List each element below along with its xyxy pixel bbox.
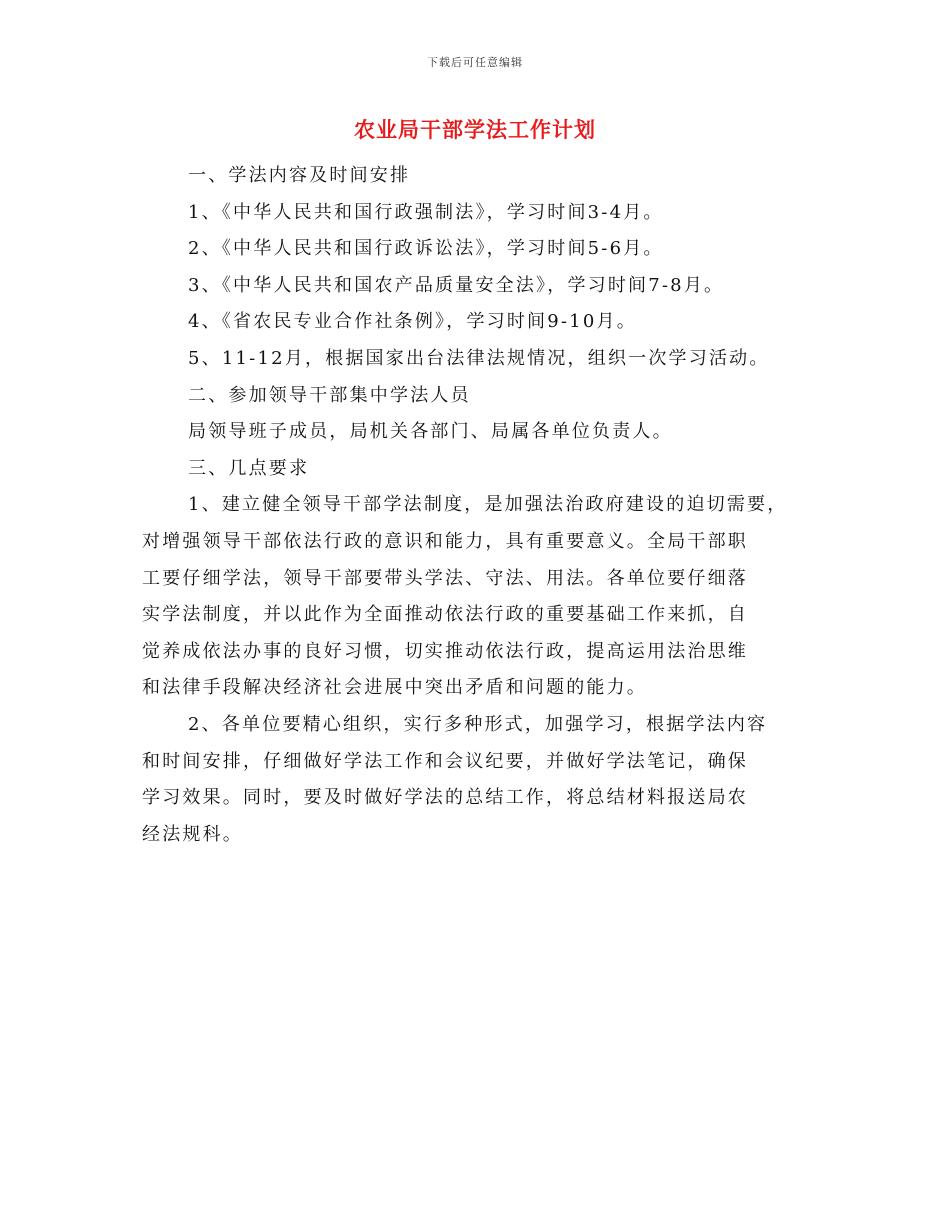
body-line: 和法律手段解决经济社会进展中突出矛盾和问题的能力。 (142, 677, 647, 699)
body-line: 学习效果。同时，要及时做好学法的总结工作，将总结材料报送局农 (142, 787, 748, 809)
body-line: 对增强领导干部依法行政的意识和能力，具有重要意义。全局干部职 (142, 530, 748, 552)
body-line: 4、《省农民专业合作社条例》，学习时间9-10月。 (188, 311, 637, 333)
body-line: 觉养成依法办事的良好习惯，切实推动依法行政，提高运用法治思维 (142, 640, 748, 662)
body-line: 5、11-12月，根据国家出台法律法规情况，组织一次学习活动。 (188, 347, 770, 369)
body-line: 工要仔细学法，领导干部要带头学法、守法、用法。各单位要仔细落 (142, 567, 748, 589)
body-line: 经法规科。 (142, 823, 243, 845)
document-title: 农业局干部学法工作计划 (354, 117, 596, 142)
document-body (142, 158, 822, 853)
body-line: 2、各单位要精心组织，实行多种形式，加强学习，根据学法内容 (188, 713, 768, 735)
body-line: 局领导班子成员，局机关各部门、局属各单位负责人。 (188, 421, 673, 443)
body-line: 实学法制度，并以此作为全面推动依法行政的重要基础工作来抓，自 (142, 604, 748, 626)
body-line: 三、几点要求 (188, 457, 310, 479)
body-line: 3、《中华人民共和国农产品质量安全法》，学习时间7-8月。 (188, 274, 725, 296)
header-note: 下载后可任意编辑 (427, 56, 523, 69)
body-line: 二、参加领导干部集中学法人员 (188, 384, 471, 406)
body-line: 2、《中华人民共和国行政诉讼法》，学习时间5-6月。 (188, 238, 664, 260)
body-line: 1、《中华人民共和国行政强制法》，学习时间3-4月。 (188, 201, 664, 223)
body-line: 一、学法内容及时间安排 (188, 165, 411, 186)
body-line: 1、建立健全领导干部学法制度，是加强法治政府建设的迫切需要， (188, 494, 788, 516)
body-line: 和时间安排，仔细做好学法工作和会议纪要，并做好学法笔记，确保 (142, 750, 748, 772)
